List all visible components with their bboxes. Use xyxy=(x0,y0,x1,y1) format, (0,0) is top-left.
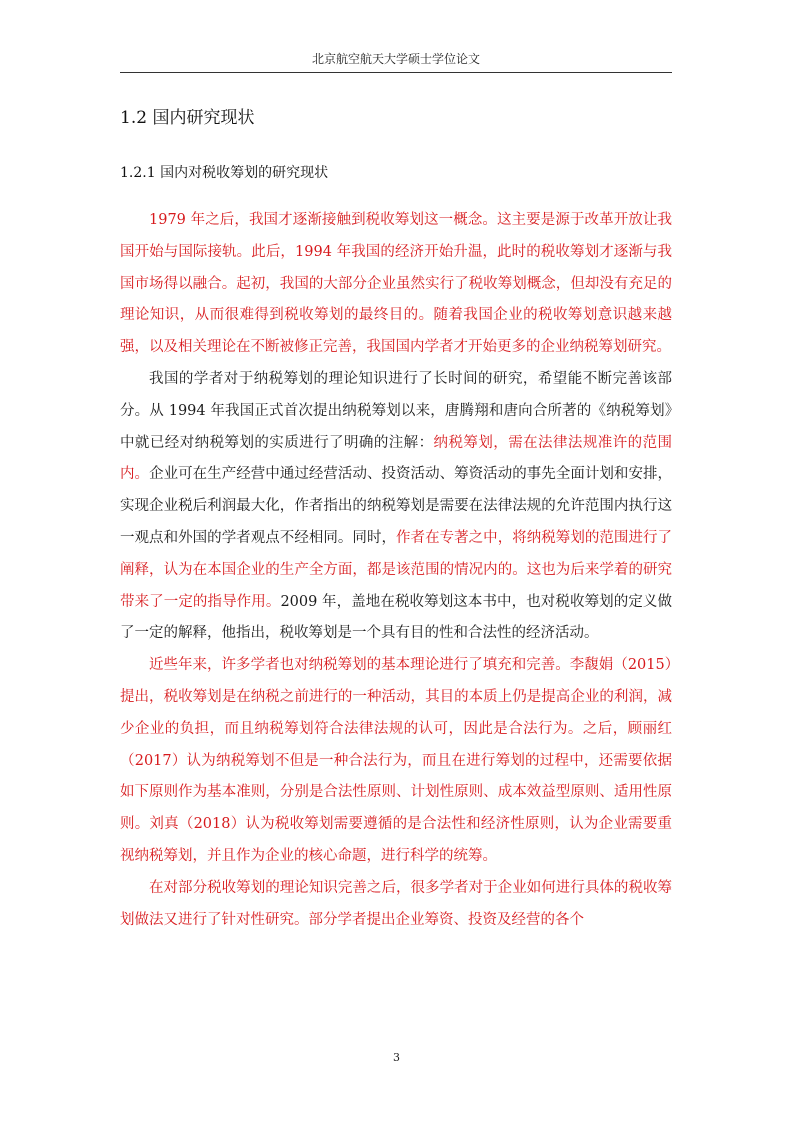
highlighted-text: 近些年来，许多学者也对纳税筹划的基本理论进行了填充和完善。李馥娟（2015）提出，税收筹划是在纳税之前进行的一种活动，其目的本质上仍是提高企业的利润，减少企业的负担，而且纳税筹划符合法律法规的认可，因此是合法行为。之后，顾丽红（2017）认为纳税筹划不但是一种合法行为，而且在进行筹划的过程中，还需要依据如下原则作为基本准则，分别是合法性原则、计划性原则、成本效益型原则、适用性原则。刘真（2018）认为税收筹划需要遵循的是合法性和经济性原则，认为企业需要重视纳税筹划，并且作为企业的核心命题，进行科学的统筹。 xyxy=(120,657,672,864)
paragraph xyxy=(120,873,672,937)
paragraph-text: 我国的学者对于纳税筹划的理论知识进行了长时间的研究，希望能不断完善该部分。从 1994 年我国正式首次提出纳税筹划以来，唐腾翔和唐向合所著的《纳税筹划》中就已经对纳税筹划的实质进行了明确的注解： xyxy=(120,370,672,451)
paragraph xyxy=(120,364,672,650)
highlighted-text: 在对部分税收筹划的理论知识完善之后，很多学者对于企业如何进行具体的税收筹划做法又进行了针对性研究。部分学者提出企业筹资、投资及经营的各个 xyxy=(120,879,672,928)
subsection-heading: 1.2.1 国内对税收筹划的研究现状 xyxy=(120,165,329,181)
paragraph xyxy=(120,205,672,364)
running-header: 北京航空航天大学硕士学位论文 xyxy=(311,52,480,66)
body-text xyxy=(120,205,672,936)
highlighted-text: 作者在专著之中，将纳税筹划的范围进行了阐释，认为在本国企业的生产全方面，都是该范围的情况内的。这也为后来学着的研究带来了一定的指导作用。 xyxy=(120,529,673,610)
page-number: 3 xyxy=(393,1051,400,1064)
header-divider xyxy=(120,72,672,73)
paragraph xyxy=(120,650,672,873)
paragraph-text: 企业可在生产经营中通过经营活动、投资活动、筹资活动的事先全面计划和安排，实现企业税后利润最大化，作者指出的纳税筹划是需要在法律法规的允许范围内执行这一观点和外国的学者观点不经相同。同时， xyxy=(120,466,673,546)
section-heading: 1.2 国内研究现状 xyxy=(120,108,255,128)
paragraph-text: 2009 年，盖地在税收筹划这本书中，也对税收筹划的定义做了一定的解释，他指出，税收筹划是一个具有目的性和合法性的经济活动。 xyxy=(120,593,672,642)
highlighted-text: 1979 年之后，我国才逐渐接触到税收筹划这一概念。这主要是源于改革开放让我国开始与国际接轨。此后，1994 年我国的经济开始升温，此时的税收筹划才逐渐与我国市场得以融合。起初，我国的大部分企业虽然实行了税收筹划概念，但却没有充足的理论知识，从而很难得到税收筹划的最终目的。随着我国企业的税收筹划意识越来越强，以及相关理论在不断被修正完善，我国国内学者才开始更多的企业纳税筹划研究。 xyxy=(120,212,672,356)
highlighted-text: 纳税筹划，需在法律法规准许的范围内。 xyxy=(120,434,673,483)
